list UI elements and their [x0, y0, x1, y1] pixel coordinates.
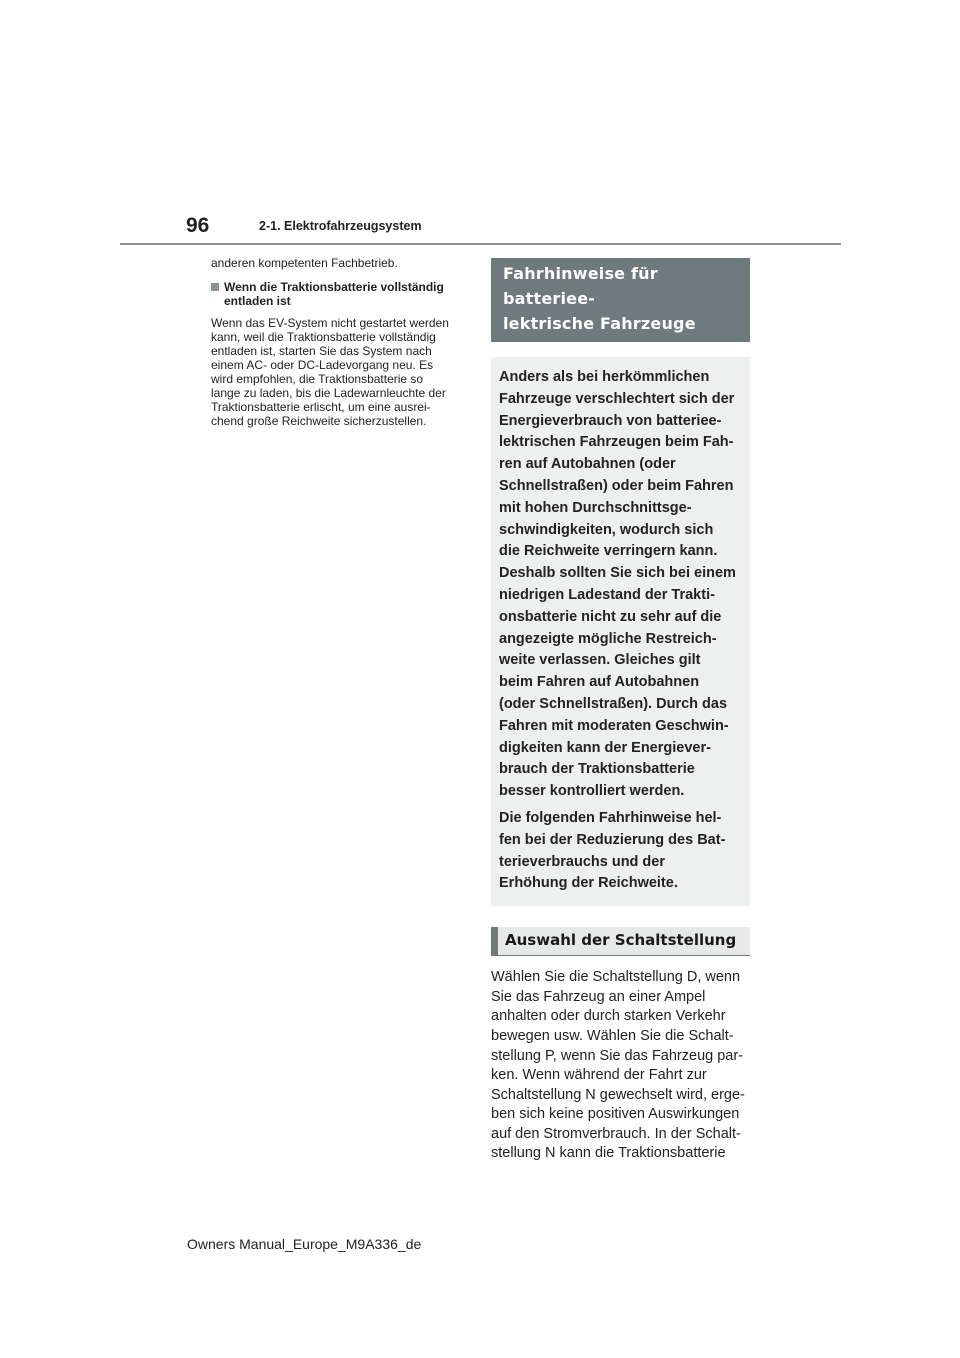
text-line: Schnellstraßen) oder beim Fahren: [499, 477, 734, 494]
text-line: ken. Wenn während der Fahrt zur: [491, 1067, 707, 1084]
text-line: entladen ist, starten Sie das System nach: [211, 344, 432, 358]
text-line: Wenn das EV-System nicht gestartet werden: [211, 316, 449, 330]
footer-text: Owners Manual_Europe_M9A336_de: [187, 1236, 422, 1252]
text-line: einem AC- oder DC-Ladevorgang neu. Es: [211, 358, 434, 372]
text-line: Schaltstellung N gewechselt wird, erge-: [491, 1086, 745, 1103]
text-line: digkeiten kann der Energiever-: [499, 739, 711, 756]
right-column: [491, 258, 750, 1164]
text-line: Die folgenden Fahrhinweise hel-: [499, 809, 722, 826]
text-line: Sie das Fahrzeug an einer Ampel: [491, 988, 706, 1005]
subheading-text: [224, 280, 444, 308]
text-line: anhalten oder durch starken Verkehr: [491, 1008, 726, 1025]
subsection-title: Auswahl der Schaltstellung: [491, 927, 750, 956]
discharged-paragraph: [211, 316, 469, 428]
square-bullet-icon: [211, 283, 219, 291]
section-title-box: [491, 258, 750, 342]
text-line: terieverbrauchs und der: [499, 853, 665, 870]
header-divider: [120, 243, 841, 245]
title-line: Fahrhinweise für batteriee-: [503, 264, 658, 308]
text-line: ben sich keine positiven Auswirkungen: [491, 1106, 740, 1123]
text-line: Traktionsbatterie erlischt, um eine ausrei-: [211, 400, 431, 414]
text-line: Deshalb sollten Sie sich bei einem: [499, 565, 736, 582]
text-line: bewegen usw. Wählen Sie die Schalt-: [491, 1027, 734, 1044]
left-column: [211, 256, 469, 428]
text-line: fen bei der Reduzierung des Bat-: [499, 831, 726, 848]
text-line: Erhöhung der Reichweite.: [499, 875, 678, 892]
text-line: besser kontrolliert werden.: [499, 783, 685, 800]
shift-position-paragraph: [491, 968, 750, 1164]
subheading-battery-discharged: [211, 280, 469, 308]
text-line: auf den Stromverbrauch. In der Schalt-: [491, 1125, 741, 1142]
subheading-line: entladen ist: [224, 294, 291, 308]
text-line: niedrigen Ladestand der Trakti-: [499, 586, 715, 603]
text-line: schwindigkeiten, wodurch sich: [499, 521, 714, 538]
subheading-line: Wenn die Traktionsbatterie vollständig: [224, 280, 444, 294]
text-line: lektrischen Fahrzeugen beim Fah-: [499, 434, 734, 451]
text-line: beim Fahren auf Autobahnen: [499, 674, 700, 691]
text-line: stellung N kann die Traktionsbatterie: [491, 1145, 726, 1162]
text-line: die Reichweite verringern kann.: [499, 543, 718, 560]
text-line: chend große Reichweite sicherzustellen.: [211, 414, 427, 428]
section-header: 2-1. Elektrofahrzeugsystem: [259, 219, 422, 233]
text-line: Fahren mit moderaten Geschwin-: [499, 717, 729, 734]
text-line: stellung P, wenn Sie das Fahrzeug par-: [491, 1047, 744, 1064]
text-line: lange zu laden, bis die Ladewarnleuchte der: [211, 386, 446, 400]
text-line: weite verlassen. Gleiches gilt: [499, 652, 701, 669]
text-line: Fahrzeuge verschlechtert sich der: [499, 390, 735, 407]
text-line: Energieverbrauch von batteriee-: [499, 412, 722, 429]
text-line: kann, weil die Traktionsbatterie vollständig: [211, 330, 436, 344]
text-line: Anders als bei herkömmlichen: [499, 369, 710, 385]
text-line: mit hohen Durchschnittsge-: [499, 499, 692, 516]
text-line: ren auf Autobahnen (oder: [499, 456, 676, 473]
text-line: onsbatterie nicht zu sehr auf die: [499, 608, 722, 625]
intro-text: anderen kompetenten Fachbetrieb.: [211, 256, 398, 270]
info-box: [491, 357, 750, 906]
text-line: Wählen Sie die Schaltstellung D, wenn: [491, 969, 741, 986]
info-paragraph: [499, 367, 742, 803]
info-paragraph: [499, 808, 742, 895]
text-line: (oder Schnellstraßen). Durch das: [499, 695, 728, 712]
page-number: 96: [186, 214, 210, 237]
text-line: wird empfohlen, die Traktionsbatterie so: [211, 372, 424, 386]
title-line: lektrische Fahrzeuge: [503, 314, 696, 333]
text-line: brauch der Traktionsbatterie: [499, 761, 695, 778]
text-line: angezeigte mögliche Restreich-: [499, 630, 717, 647]
